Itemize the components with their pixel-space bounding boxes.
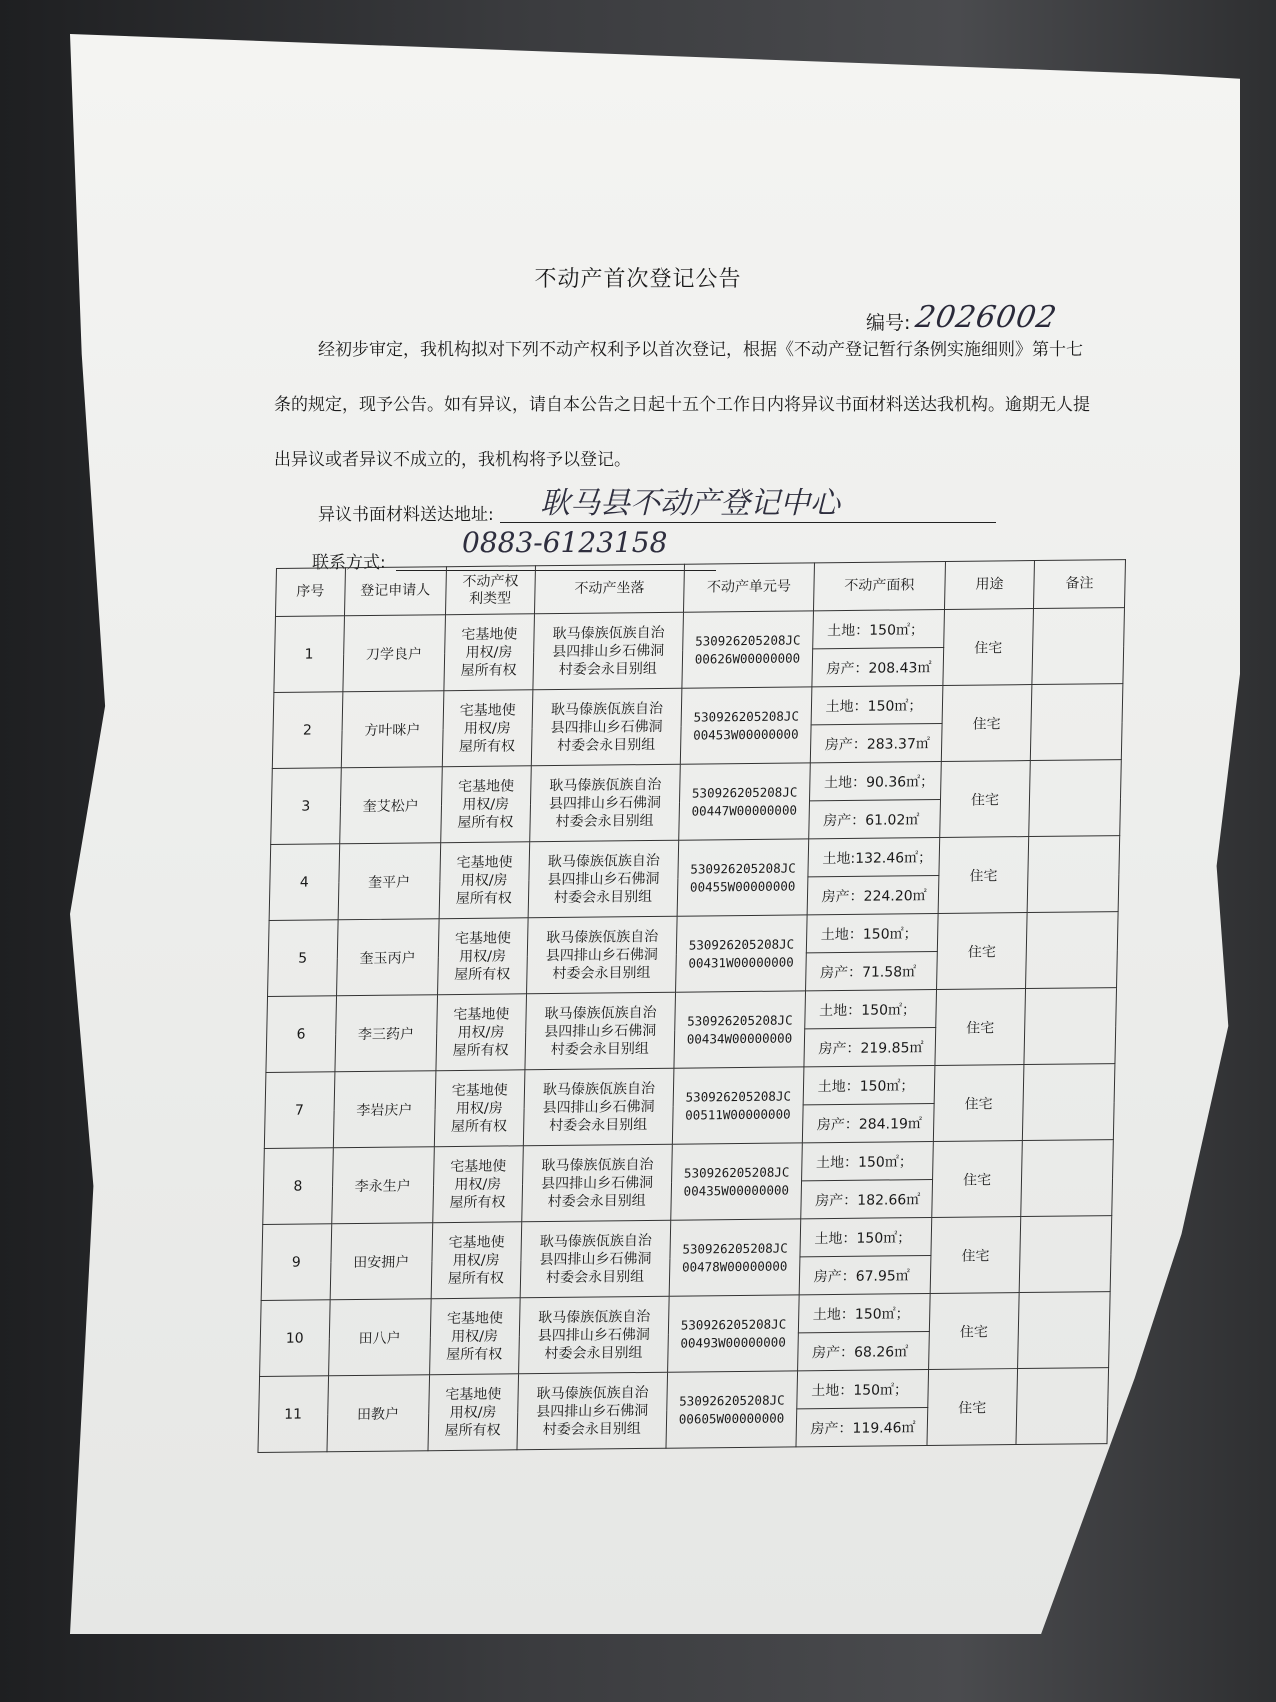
cell-seq: 11 (258, 1376, 328, 1453)
table-body (258, 608, 1125, 1453)
cell-location: 耿马傣族佤族自治 县四排山乡石佛洞 村委会永目别组 (518, 1296, 669, 1374)
cell-seq: 8 (263, 1148, 333, 1225)
cell-usage: 住宅 (929, 1293, 1020, 1370)
contact-value: 0883-6123158 (462, 526, 668, 559)
cell-seq: 7 (264, 1072, 334, 1149)
cell-applicant: 李岩庆户 (333, 1071, 436, 1148)
cell-note (1016, 1368, 1109, 1445)
cell-right-type: 宅基地使 用权/房 屋所有权 (437, 918, 528, 995)
cell-right-type: 宅基地使 用权/房 屋所有权 (440, 766, 531, 843)
table-row (273, 684, 1123, 731)
cell-seq: 9 (261, 1224, 331, 1301)
cell-house-area: 房产：67.95㎡ (799, 1255, 931, 1294)
table-row (262, 1216, 1112, 1263)
cell-land-area: 土地：150㎡； (796, 1369, 928, 1408)
table-row (275, 608, 1125, 655)
cell-land-area: 土地：150㎡； (800, 1217, 932, 1256)
serial-label: 编号: (866, 312, 911, 334)
cell-applicant: 方叶咪户 (341, 691, 444, 768)
document-title: 不动产首次登记公告 (534, 267, 742, 292)
cell-note (1029, 760, 1122, 837)
cell-land-area: 土地：90.36㎡； (809, 761, 941, 800)
cell-house-area: 房产：283.37㎡ (810, 723, 942, 762)
cell-seq: 5 (268, 920, 338, 997)
cell-right-type: 宅基地使 用权/房 屋所有权 (439, 842, 530, 919)
cell-applicant: 李三药户 (335, 995, 438, 1072)
cell-location: 耿马傣族佤族自治 县四排山乡石佛洞 村委会永目别组 (520, 1220, 671, 1298)
cell-seq: 6 (266, 996, 336, 1073)
cell-land-area: 土地：150㎡； (811, 685, 943, 724)
cell-house-area: 房产：61.02㎡ (808, 799, 940, 838)
cell-unit-no: 530926205208JC 00447W00000000 (679, 763, 810, 840)
cell-usage: 住宅 (933, 1065, 1024, 1142)
cell-right-type: 宅基地使 用权/房 屋所有权 (444, 614, 535, 691)
cell-applicant: 刀学良户 (343, 615, 446, 692)
cell-house-area: 房产：219.85㎡ (804, 1027, 936, 1066)
cell-note (1022, 1064, 1115, 1141)
cell-note (1021, 1140, 1114, 1217)
cell-usage: 住宅 (940, 761, 1031, 838)
cell-location: 耿马傣族佤族自治 县四排山乡石佛洞 村委会永目别组 (517, 1372, 668, 1450)
cell-location: 耿马傣族佤族自治 县四排山乡石佛洞 村委会永目别组 (531, 688, 682, 766)
contact-label: 联系方式: (312, 553, 386, 573)
cell-right-type: 宅基地使 用权/房 屋所有权 (433, 1146, 524, 1223)
cell-note (1030, 684, 1123, 761)
cell-applicant: 奎艾松户 (339, 767, 442, 844)
cell-usage: 住宅 (935, 989, 1026, 1066)
header-note: 备注 (1033, 560, 1125, 609)
address-label: 异议书面材料送达地址: (318, 505, 494, 525)
registration-table (257, 559, 1126, 1453)
table-row (259, 1368, 1109, 1415)
cell-land-area: 土地：150㎡； (803, 1065, 935, 1104)
cell-usage: 住宅 (930, 1217, 1021, 1294)
cell-land-area: 土地：150㎡； (812, 609, 944, 648)
cell-house-area: 房产：71.58㎡ (805, 951, 937, 990)
cell-seq: 1 (274, 616, 344, 693)
cell-seq: 2 (272, 692, 342, 769)
cell-unit-no: 530926205208JC 00511W00000000 (673, 1067, 804, 1144)
cell-applicant: 田教户 (327, 1375, 430, 1452)
cell-land-area: 土地：150㎡； (798, 1293, 930, 1332)
cell-applicant: 奎平户 (338, 843, 441, 920)
cell-right-type: 宅基地使 用权/房 屋所有权 (428, 1374, 519, 1451)
cell-applicant: 李永生户 (331, 1147, 434, 1224)
table-row (268, 912, 1118, 959)
cell-unit-no: 530926205208JC 00626W00000000 (682, 611, 813, 688)
cell-house-area: 房产：68.26㎡ (797, 1331, 929, 1370)
address-underline (500, 522, 996, 523)
cell-location: 耿马傣族佤族自治 县四排山乡石佛洞 村委会永目别组 (525, 992, 676, 1070)
cell-note (1024, 988, 1117, 1065)
cell-house-area: 房产：224.20㎡ (807, 875, 939, 914)
cell-usage: 住宅 (937, 913, 1028, 990)
header-area: 不动产面积 (813, 561, 945, 610)
cell-right-type: 宅基地使 用权/房 屋所有权 (431, 1222, 522, 1299)
cell-right-type: 宅基地使 用权/房 屋所有权 (442, 690, 533, 767)
serial-value: 2026002 (913, 300, 1061, 335)
header-unit-no: 不动产单元号 (684, 563, 814, 612)
cell-seq: 3 (271, 768, 341, 845)
cell-note (1027, 836, 1120, 913)
table-row (270, 836, 1120, 883)
cell-location: 耿马傣族佤族自治 县四排山乡石佛洞 村委会永目别组 (523, 1068, 674, 1146)
cell-unit-no: 530926205208JC 00431W00000000 (676, 915, 807, 992)
paragraph-line-3: 出异议或者异议不成立的，我机构将予以登记。 (274, 450, 631, 470)
cell-unit-no: 530926205208JC 00435W00000000 (671, 1143, 802, 1220)
cell-right-type: 宅基地使 用权/房 屋所有权 (436, 994, 527, 1071)
cell-applicant: 田安拥户 (330, 1223, 433, 1300)
cell-unit-no: 530926205208JC 00455W00000000 (677, 839, 808, 916)
cell-usage: 住宅 (927, 1369, 1018, 1446)
table-row (267, 988, 1117, 1035)
header-applicant: 登记申请人 (344, 567, 446, 616)
cell-note (1018, 1292, 1111, 1369)
cell-house-area: 房产：284.19㎡ (802, 1103, 934, 1142)
cell-house-area: 房产：182.66㎡ (800, 1179, 932, 1218)
cell-location: 耿马傣族佤族自治 县四排山乡石佛洞 村委会永目别组 (528, 840, 679, 918)
cell-seq: 4 (269, 844, 339, 921)
table-row (272, 760, 1122, 807)
cell-right-type: 宅基地使 用权/房 屋所有权 (434, 1070, 525, 1147)
cell-location: 耿马傣族佤族自治 县四排山乡石佛洞 村委会永目别组 (533, 612, 684, 690)
cell-unit-no: 530926205208JC 00434W00000000 (674, 991, 805, 1068)
paragraph-line-1: 经初步审定，我机构拟对下列不动产权利予以首次登记，根据《不动产登记暂行条例实施细则》第十七 (318, 340, 1083, 360)
cell-unit-no: 530926205208JC 00453W00000000 (681, 687, 812, 764)
cell-usage: 住宅 (943, 609, 1034, 686)
cell-usage: 住宅 (938, 837, 1029, 914)
cell-usage: 住宅 (941, 685, 1032, 762)
cell-unit-no: 530926205208JC 00493W00000000 (668, 1295, 799, 1372)
notice-paragraph (274, 323, 1098, 488)
cell-land-area: 土地：150㎡； (801, 1141, 933, 1180)
cell-land-area: 土地：150㎡； (804, 989, 936, 1028)
cell-land-area: 土地：150㎡； (806, 913, 938, 952)
cell-applicant: 奎玉丙户 (336, 919, 439, 996)
table-row (265, 1064, 1115, 1111)
header-seq: 序号 (275, 568, 345, 617)
cell-usage: 住宅 (932, 1141, 1023, 1218)
cell-note (1032, 608, 1125, 685)
cell-note (1026, 912, 1119, 989)
cell-land-area: 土地:132.46㎡； (808, 837, 940, 876)
table-row (264, 1140, 1114, 1187)
header-right-type: 不动产权利类型 (445, 566, 535, 615)
cell-location: 耿马傣族佤族自治 县四排山乡石佛洞 村委会永目别组 (521, 1144, 672, 1222)
paragraph-line-2: 条的规定，现予公告。如有异议，请自本公告之日起十五个工作日内将异议书面材料送达我机构。逾期无人提 (274, 395, 1090, 415)
cell-house-area: 房产：208.43㎡ (812, 647, 944, 686)
table-row (260, 1292, 1110, 1339)
cell-note (1019, 1216, 1112, 1293)
cell-location: 耿马傣族佤族自治 县四排山乡石佛洞 村委会永目别组 (529, 764, 680, 842)
cell-applicant: 田八户 (328, 1299, 431, 1376)
header-location: 不动产坐落 (534, 564, 685, 614)
cell-unit-no: 530926205208JC 00478W00000000 (669, 1219, 800, 1296)
cell-house-area: 房产：119.46㎡ (796, 1407, 928, 1446)
cell-unit-no: 530926205208JC 00605W00000000 (666, 1371, 797, 1448)
cell-seq: 10 (260, 1300, 330, 1377)
cell-right-type: 宅基地使 用权/房 屋所有权 (429, 1298, 520, 1375)
cell-location: 耿马傣族佤族自治 县四排山乡石佛洞 村委会永目别组 (526, 916, 677, 994)
address-value: 耿马县不动产登记中心 (540, 486, 840, 521)
header-usage: 用途 (945, 561, 1035, 610)
